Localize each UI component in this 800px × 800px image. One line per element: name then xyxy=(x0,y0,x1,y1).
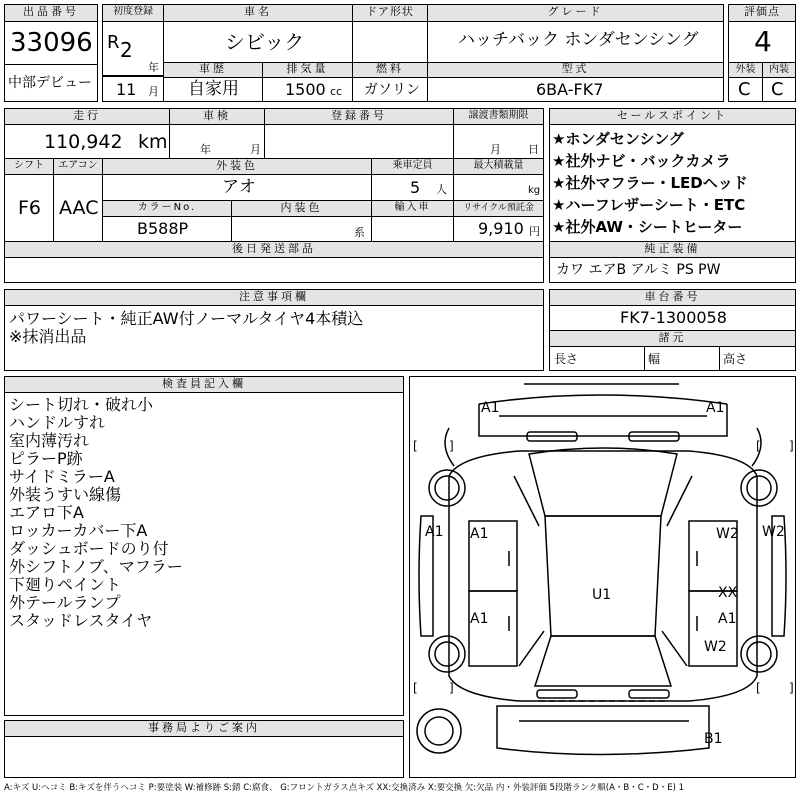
inspector-item: シート切れ・破れ小 xyxy=(9,395,154,414)
car-name-value: シビック xyxy=(225,30,305,54)
equipment-label: 純正装備 xyxy=(549,241,796,258)
damage-code-front-right: A1 xyxy=(706,400,725,416)
inspector-list xyxy=(9,396,183,630)
svg-text:[: [ xyxy=(756,439,761,453)
inspector-item: ダッシュボードのり付 xyxy=(9,539,169,558)
transfer-label: 譲渡書類期限 xyxy=(453,108,544,125)
displacement-label: 排気量 xyxy=(262,62,353,78)
door-box xyxy=(352,21,428,63)
car-diagram xyxy=(409,376,796,778)
registration-label: 初度登録 xyxy=(102,4,164,22)
office-box xyxy=(4,736,404,778)
inspector-item: 外装うすい線傷 xyxy=(9,485,122,504)
later-parts-box xyxy=(4,257,544,283)
recycle-label: リサイクル預託金 xyxy=(453,200,544,217)
car-name-label: 車名 xyxy=(163,4,353,22)
grade-label: グレード xyxy=(427,4,724,22)
displacement-unit: cc xyxy=(330,85,343,98)
ext-color-value: アオ xyxy=(222,177,256,197)
damage-code-front-left: A1 xyxy=(481,400,500,416)
damage-code-left-side: A1 xyxy=(425,524,444,540)
sales-point-item: ★ホンダセンシング xyxy=(552,130,684,148)
svg-text:[: [ xyxy=(413,681,418,695)
inspector-item: ピラーP跡 xyxy=(9,449,83,468)
svg-text:[: [ xyxy=(756,681,761,695)
score-ext-label: 外装 xyxy=(728,62,763,78)
max-load-unit: kg xyxy=(528,185,541,196)
transfer-month-unit: 月 xyxy=(490,143,501,156)
score-int-value: C xyxy=(771,79,784,100)
debut-label: 中部デビュー xyxy=(8,75,92,91)
recycle-unit: 円 xyxy=(529,225,540,238)
score-int-label: 内装 xyxy=(762,62,796,78)
mileage-label: 走行 xyxy=(4,108,170,125)
inspection-month-unit: 月 xyxy=(250,143,261,156)
damage-code-right-rear-door-2: A1 xyxy=(718,611,737,627)
damage-code-roof: U1 xyxy=(592,587,612,603)
notes-list xyxy=(9,310,363,346)
chassis-label: 車台番号 xyxy=(549,289,796,306)
svg-text:[: [ xyxy=(413,439,418,453)
spec-height-label: 高さ xyxy=(723,352,748,366)
inspector-item: サイドミラーA xyxy=(9,467,115,486)
registration-year: 2 xyxy=(120,38,133,62)
spec-width-label: 幅 xyxy=(648,352,661,366)
inspection-label: 車検 xyxy=(169,108,265,125)
damage-code-left-front-door: A1 xyxy=(470,526,489,542)
history-label: 車歴 xyxy=(163,62,263,78)
sales-point-item: ★社外マフラー・LEDヘッド xyxy=(552,174,748,192)
registration-month-unit: 月 xyxy=(148,85,159,98)
inspector-item: ロッカーカバー下A xyxy=(9,521,148,540)
lot-number: 33096 xyxy=(10,28,93,58)
svg-text:]: ] xyxy=(789,681,794,695)
capacity-value: 5 xyxy=(410,178,421,197)
shift-label: シフト xyxy=(4,158,54,175)
color-no-label: カラーNo. xyxy=(102,200,232,217)
svg-text:]: ] xyxy=(449,439,454,453)
damage-code-right-front-door: W2 xyxy=(716,526,739,542)
aircon-value: AAC xyxy=(59,197,99,219)
inspector-item: エアロ下A xyxy=(9,503,84,522)
int-color-label: 内装色 xyxy=(231,200,372,217)
notes-line: パワーシート・純正AW付ノーマルタイヤ4本積込 xyxy=(9,309,364,328)
specs-label: 諸元 xyxy=(549,330,796,347)
damage-code-right-side: W2 xyxy=(762,524,785,540)
damage-code-right-rear-quarter: W2 xyxy=(704,639,727,655)
equipment-value: カワ エアB アルミ PS PW xyxy=(556,262,721,278)
mileage-unit: km xyxy=(138,131,168,153)
damage-code-rear: B1 xyxy=(704,731,723,747)
capacity-label: 乗車定員 xyxy=(371,158,454,175)
capacity-unit: 人 xyxy=(436,183,447,196)
reg-number-label: 登録番号 xyxy=(264,108,454,125)
inspector-item: 室内薄汚れ xyxy=(9,431,90,450)
score-value: 4 xyxy=(754,25,772,58)
int-color-box xyxy=(231,216,372,242)
inspector-item: スタッドレスタイヤ xyxy=(9,611,153,630)
damage-code-right-rear-door-1: XX xyxy=(718,585,738,601)
office-label: 事務局よりご案内 xyxy=(4,720,404,737)
legend-text: A:キズ U:ヘコミ B:キズを伴うヘコミ P:要塗装 W:補修跡 S:錆 C:腐食、 G:フロントガラス点キズ XX:交換済み X:要交換 欠:欠品 内・外装評価 5段階ランク順(A・B・C・D・E) 1 xyxy=(4,783,685,793)
later-parts-label: 後日発送部品 xyxy=(4,241,544,258)
ext-color-label: 外装色 xyxy=(102,158,372,175)
recycle-value: 9,910 xyxy=(478,219,524,238)
registration-year-unit: 年 xyxy=(148,61,159,74)
registration-month: 11 xyxy=(116,80,137,99)
model-code-label: 型式 xyxy=(427,62,724,78)
inspector-item: 外テールランプ xyxy=(9,593,121,612)
notes-line: ※抹消出品 xyxy=(9,327,87,346)
svg-text:]: ] xyxy=(449,681,454,695)
reg-number-box xyxy=(264,124,454,159)
svg-text:]: ] xyxy=(789,439,794,453)
mileage-value: 110,942 xyxy=(44,131,123,153)
fuel-label: 燃料 xyxy=(352,62,428,78)
import-box xyxy=(371,216,454,242)
int-color-unit: 系 xyxy=(354,226,365,239)
lot-label: 出品番号 xyxy=(4,4,98,22)
inspection-year-unit: 年 xyxy=(200,143,211,156)
inspector-label: 検査員記入欄 xyxy=(4,376,404,393)
notes-label: 注意事項欄 xyxy=(4,289,544,306)
spec-length-label: 長さ xyxy=(554,352,579,366)
sales-points-label: セールスポイント xyxy=(549,108,796,125)
sales-points-list xyxy=(552,128,748,238)
sales-point-item: ★ハーフレザーシート・ETC xyxy=(552,196,746,214)
max-load-label: 最大積載量 xyxy=(453,158,544,175)
import-label: 輸入車 xyxy=(371,200,454,217)
sales-point-item: ★社外AW・シートヒーター xyxy=(552,218,743,236)
history-value: 自家用 xyxy=(188,79,239,99)
inspector-item: ハンドルすれ xyxy=(9,413,106,432)
color-no-value: B588P xyxy=(137,219,189,238)
aircon-label: エアコン xyxy=(53,158,103,175)
model-code-value: 6BA-FK7 xyxy=(536,80,604,99)
transfer-day-unit: 日 xyxy=(528,143,539,156)
registration-era: R xyxy=(107,32,120,53)
displacement-value: 1500 xyxy=(285,80,326,99)
sales-point-item: ★社外ナビ・バックカメラ xyxy=(552,152,731,170)
grade-value: ハッチバック ホンダセンシング xyxy=(458,30,699,50)
shift-value: F6 xyxy=(18,197,42,219)
inspector-item: 外シフトノブ、マフラー xyxy=(9,557,183,576)
door-label: ドア形状 xyxy=(352,4,428,22)
damage-code-left-rear-door: A1 xyxy=(470,611,489,627)
inspector-item: 下廻りペイント xyxy=(9,575,122,594)
fuel-value: ガソリン xyxy=(364,82,420,98)
chassis-value: FK7-1300058 xyxy=(620,308,727,327)
score-label: 評価点 xyxy=(728,4,796,22)
score-ext-value: C xyxy=(738,79,751,100)
